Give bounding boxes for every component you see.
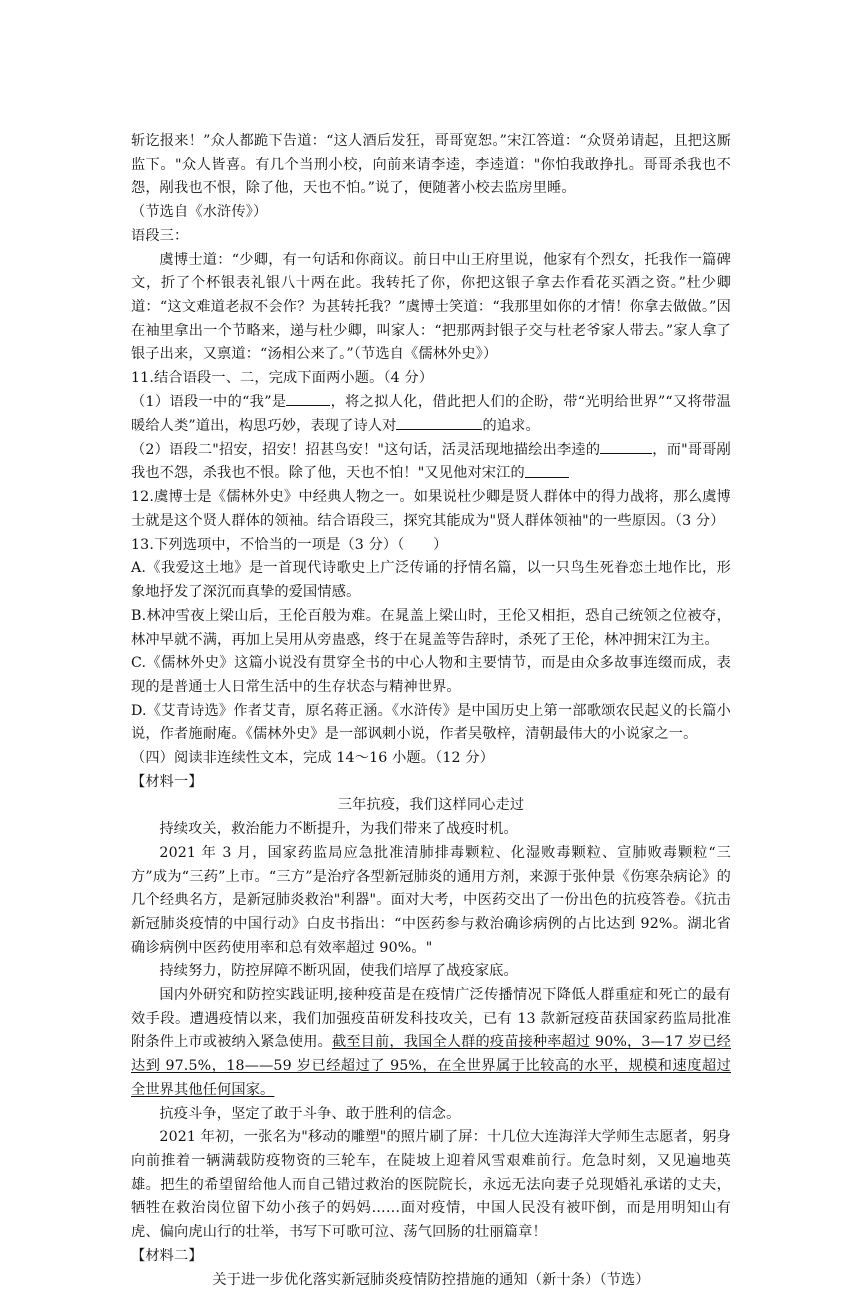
material-title: 关于进一步优化落实新冠肺炎疫情防控措施的通知（新十条）（节选） (131, 1269, 731, 1292)
section-heading: 语段三： (131, 225, 731, 249)
option-a: A.《我爱这土地》是一首现代诗歌史上广泛传诵的抒情名篇，以一只鸟生死眷恋土地作比，形象地抒发了深沉而真挚的爱国情感。 (131, 557, 731, 604)
paragraph: 2021 年初，一张名为"移动的雕塑"的照片刷了屏：十几位大连海洋大学师生志愿者，躬身向前推着一辆满载防疫物资的三轮车，在陡坡上迎着风雪艰难前行。危急时刻，又见遍地英雄。把生的希望留给他人而自己错过救治的医院院长，永远无法向妻子兑现婚礼承诺的丈夫，牺牲在救治岗位留下幼小孩子的妈妈……面对疫情，中国人民没有被吓倒，而是用明知山有虎、偏向虎山行的壮举，书写下可歌可泣、荡气回肠的壮丽篇章！ (131, 1126, 731, 1245)
paragraph: 持续努力，防控屏障不断巩固，使我们培厚了战疫家底。 (131, 960, 731, 984)
paragraph: 虞博士道：“少卿，有一句话和你商议。前日中山王府里说，他家有个烈女，托我作一篇碑文，折了个杯银表礼银八十两在此。我转托了你，你把这银子拿去作看花买酒之资。”杜少卿道：“这文难道老叔不会作？为甚转托我？”虞博士笑道：“我那里如你的才情！你拿去做做。”因在袖里拿出一个节略来，递与杜少卿，叫家人：“把那两封银子交与杜老爷家人带去。”家人拿了银子出来，又禀道：“汤相公来了。”（节选自《儒林外史》） (131, 249, 731, 368)
section-heading: （四）阅读非连续性文本，完成 14～16 小题。（12 分） (131, 747, 731, 771)
paragraph (131, 984, 731, 1103)
option-d: D.《艾青诗选》作者艾青，原名蒋正涵。《水浒传》是中国历史上第一部歌颂农民起义的长篇小说，作者施耐庵。《儒林外史》是一部讽刺小说，作者吴敬梓，清朝最伟大的小说家之一。 (131, 700, 731, 747)
paragraph: 斩讫报来！”众人都跪下告道：“这人酒后发狂，哥哥宽恕。”宋江答道：“众贤弟请起，且把这厮监下。"众人皆喜。有几个当刑小校，向前来请李逵，李逵道："你怕我敢挣扎。哥哥杀我也不怨，剐我也不恨，除了他，天也不怕。”说了，便随著小校去监房里睡。 (131, 130, 731, 201)
question-11-part-1 (131, 391, 731, 439)
answer-blank[interactable] (396, 415, 482, 430)
question-text: （1）语段一中的“我”是 (131, 394, 286, 410)
paragraph-text: 国内外研究和防控实践证明,接种疫苗是在疫情广泛传播情况下降低人群重症和死亡的最有效手段。遭遇疫情以来，我们加强疫苗研发科技攻关，已有 13 款新冠疫苗获国家药监局批准附条件上市或被纳入紧急使用。 (131, 987, 731, 1050)
material-label: 【材料一】 (131, 771, 731, 795)
paragraph: 持续攻关，救治能力不断提升，为我们带来了战疫时机。 (131, 818, 731, 842)
option-b: B.林冲雪夜上梁山后，王伦百般为难。在晁盖上梁山时，王伦又相拒，恐自己统领之位被夺，林冲早就不满，再加上吴用从旁蛊惑，终于在晁盖等告辞时，杀死了王伦，林冲拥宋江为主。 (131, 605, 731, 652)
paragraph: 2021 年 3 月，国家药监局应急批准清肺排毒颗粒、化湿败毒颗粒、宣肺败毒颗粒“三方”成为“三药”上市。“三方”是治疗各型新冠肺炎的通用方剂，来源于张仲景《伤寒杂病论》的几个经典名方，是新冠肺炎救治"利器"。面对大考，中医药交出了一份出色的抗疫答卷。《抗击新冠肺炎疫情的中国行动》白皮书指出：“中医药参与救治确诊病例的占比达到 92%。湖北省确诊病例中医药使用率和总有效率超过 90%。" (131, 842, 731, 961)
question-11-part-2 (131, 439, 731, 487)
question-text: ，而"哥哥剐我也不怨，杀我也不恨。除了他，天也不怕！"又见他对宋江的 (131, 442, 731, 482)
question-11: 11.结合语段一、二，完成下面两小题。（4 分） (131, 367, 731, 391)
answer-blank[interactable] (525, 462, 569, 477)
underlined-sentence: 截至目前，我国全人群的疫苗接种率超过 90%，3—17 岁已经达到 97.5%，18——59 岁已经超过了 95%，在全世界属于比较高的水平，规模和速度超过全世界其他任何国家。 (131, 1034, 731, 1097)
answer-blank[interactable] (600, 439, 652, 454)
source-note: （节选自《水浒传》） (131, 201, 731, 225)
question-12: 12.虞博士是《儒林外史》中经典人物之一。如果说杜少卿是贤人群体中的得力战将，那么虞博士就是这个贤人群体的领袖。结合语段三，探究其能成为"贤人群体领袖"的一些原因。（3 分） (131, 486, 731, 533)
material-title: 三年抗疫，我们这样同心走过 (131, 794, 731, 818)
paragraph: 抗疫斗争，坚定了敢于斗争、敢于胜利的信念。 (131, 1103, 731, 1127)
text-column (131, 130, 731, 1292)
answer-blank[interactable] (286, 391, 330, 406)
question-13: 13.下列选项中，不恰当的一项是（3 分）（ ） (131, 534, 731, 558)
material-label: 【材料二】 (131, 1245, 731, 1269)
question-text: 的追求。 (482, 418, 539, 434)
question-text: （2）语段二"招安，招安！招甚鸟安！"这句话，活灵活现地描绘出李逵的 (131, 442, 600, 458)
question-text: ，将之拟人化，借此把人们的企盼，带“光明给世界”“又将带温暖给人类”道出，构思巧妙，表现了诗人对 (131, 394, 731, 434)
option-c: C.《儒林外史》这篇小说没有贯穿全书的中心人物和主要情节，而是由众多故事连缀而成，表现的是普通士人日常生活中的生存状态与精神世界。 (131, 652, 731, 699)
